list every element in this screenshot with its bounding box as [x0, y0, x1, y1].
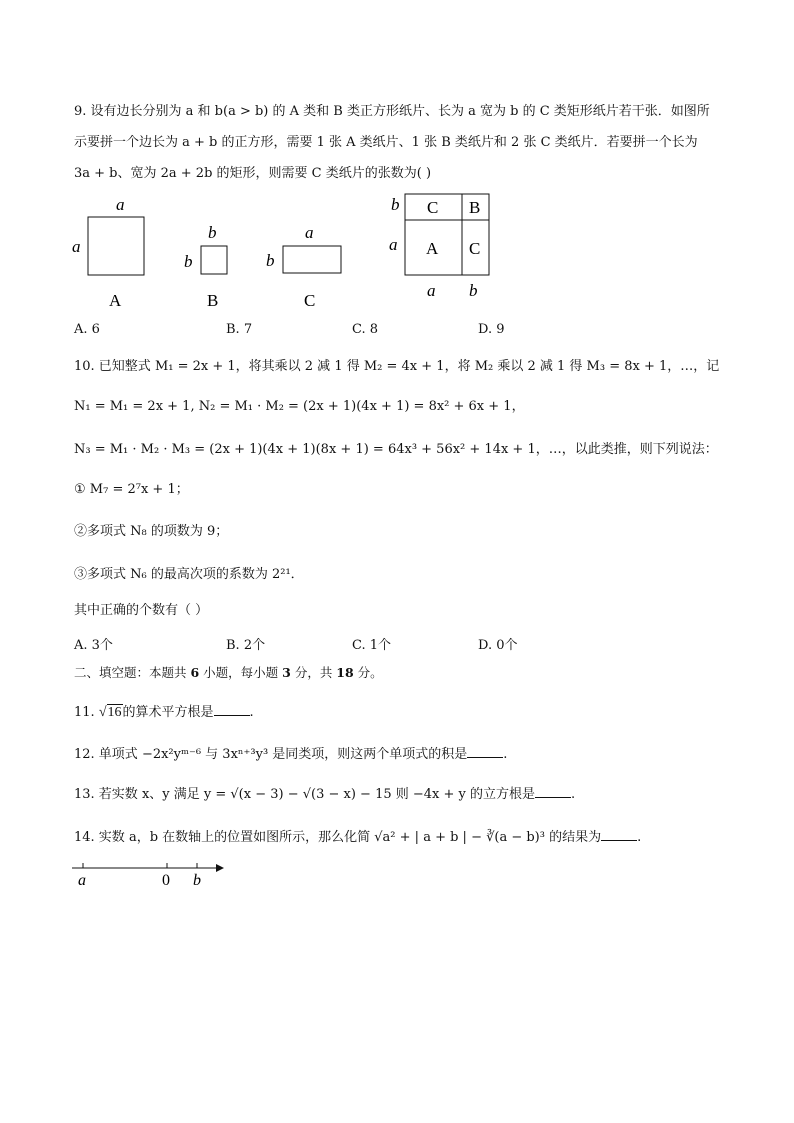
arrow-head-icon — [216, 864, 224, 872]
q9-option-a[interactable]: A. 6 — [74, 322, 100, 337]
grid-cell-C-top: C — [427, 198, 439, 217]
q10-option-a[interactable]: A. 3个 — [74, 638, 113, 653]
grid-a-left: a — [389, 235, 398, 254]
grid-a-bottom: a — [427, 281, 436, 300]
axis-label-b: b — [193, 872, 201, 889]
grid-cell-A: A — [426, 239, 439, 258]
q9-figure — [60, 190, 510, 315]
q12-answer-blank[interactable] — [467, 745, 503, 758]
fig-b-left: b — [184, 252, 193, 271]
section-heading: 二、填空题：本题共 6 小题，每小题 3 分，共 18 分。 — [74, 665, 383, 680]
q9-option-d[interactable]: D. 9 — [478, 322, 505, 337]
q10-line2: N₁ = M₁ = 2x + 1, N₂ = M₁ · M₂ = (2x + 1)(4x + 1) = 8x² + 6x + 1， — [74, 399, 525, 414]
caption-C: C — [304, 291, 316, 310]
q11-answer-blank[interactable] — [214, 703, 250, 716]
fig-a-top: a — [116, 195, 125, 214]
q10-line1: 10. 已知整式 M₁ = 2x + 1，将其乘以 2 减 1 得 M₂ = 4x + 1，将 M₂ 乘以 2 减 1 得 M₃ = 8x + 1，…，记 — [74, 359, 720, 374]
fig-a-left: a — [72, 237, 81, 256]
number-line — [70, 855, 240, 891]
q10-line3: N₃ = M₁ · M₂ · M₃ = (2x + 1)(4x + 1)(8x + 1) = 64x³ + 56x² + 14x + 1，…，以此类推，则下列说法： — [74, 442, 718, 457]
q9-option-b[interactable]: B. 7 — [226, 322, 253, 337]
q9-line3: 3a + b、宽为 2a + 2b 的矩形，则需要 C 类纸片的张数为( ) — [74, 166, 432, 181]
fig-c-left: b — [266, 251, 275, 270]
caption-B: B — [207, 291, 219, 310]
square-A — [88, 217, 144, 275]
q10-statement-2: ②多项式 N₈ 的项数为 9； — [74, 524, 229, 539]
grid-b-bottom: b — [469, 281, 478, 300]
grid-b-left: b — [391, 195, 400, 214]
grid-cell-C-right: C — [469, 239, 481, 258]
grid-cell-B: B — [469, 198, 481, 217]
axis-label-a: a — [78, 872, 86, 889]
caption-A: A — [109, 291, 122, 310]
q10-option-b[interactable]: B. 2个 — [226, 638, 266, 653]
q13-answer-blank[interactable] — [535, 785, 571, 798]
q13: 13. 若实数 x、y 满足 y = √(x − 3) − √(3 − x) − 15 则 −4x + y 的立方根是 . — [74, 787, 576, 802]
q11-radicand: 16 — [107, 705, 122, 720]
q10-option-c[interactable]: C. 1个 — [352, 638, 392, 653]
q10-statement-1: ① M₇ = 2⁷x + 1； — [74, 482, 189, 497]
q10-option-d[interactable]: D. 0个 — [478, 638, 518, 653]
q14-answer-blank[interactable] — [601, 828, 637, 841]
rect-C — [283, 246, 341, 273]
q9-line1: 9. 设有边长分别为 a 和 b(a > b) 的 A 类和 B 类正方形纸片、长为 a 宽为 b 的 C 类矩形纸片若干张．如图所 — [74, 104, 710, 119]
q10-ask: 其中正确的个数有（ ） — [74, 603, 209, 618]
fig-c-top: a — [305, 223, 314, 242]
q11: 11. √16的算术平方根是 . — [74, 705, 254, 720]
q12: 12. 单项式 −2x²yᵐ⁻⁶ 与 3xⁿ⁺³y³ 是同类项，则这两个单项式的积是 . — [74, 747, 508, 762]
q9-line2: 示要拼一个边长为 a + b 的正方形，需要 1 张 A 类纸片、1 张 B 类纸片和 2 张 C 类纸片．若要拼一个长为 — [74, 135, 698, 150]
fig-b-top: b — [208, 223, 217, 242]
q9-option-c[interactable]: C. 8 — [352, 322, 379, 337]
square-B — [201, 246, 227, 274]
axis-label-0: 0 — [162, 872, 170, 889]
q14: 14. 实数 a，b 在数轴上的位置如图所示，那么化简 √a² + | a + b | − ∛(a − b)³ 的结果为 . — [74, 830, 642, 845]
q10-statement-3: ③多项式 N₆ 的最高次项的系数为 2²¹． — [74, 567, 304, 582]
